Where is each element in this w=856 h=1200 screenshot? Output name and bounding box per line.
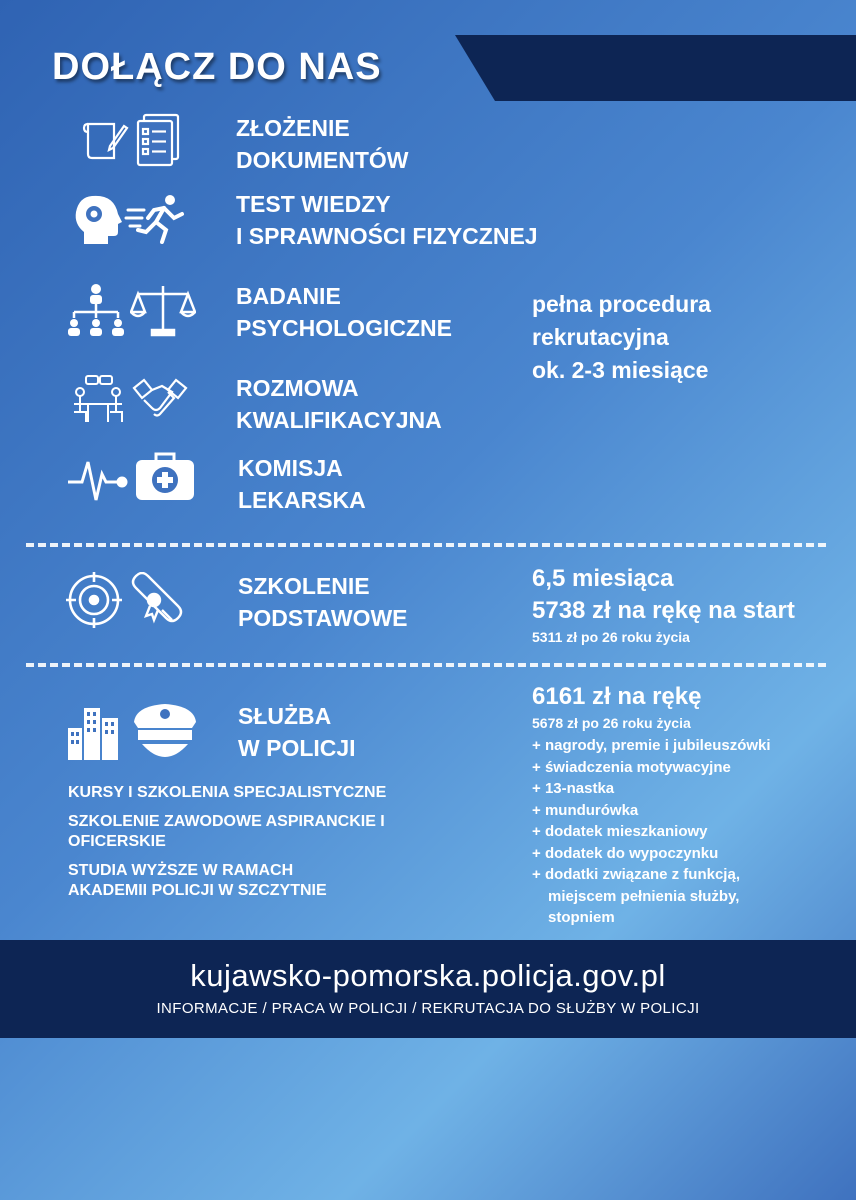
list-item: + 13-nastka xyxy=(532,778,808,800)
list-item: + dodatki związane z funkcją, miejscem pełnienia służby, stopniem xyxy=(532,864,808,929)
list-item: + świadczenia motywacyjne xyxy=(532,757,808,779)
list-item: + dodatek do wypoczynku xyxy=(532,843,808,865)
list-item: SZKOLENIE ZAWODOWE ASPIRANCKIE I OFICERSKIE xyxy=(68,813,385,850)
step-1-label: ZŁOŻENIE DOKUMENTÓW xyxy=(236,115,409,173)
divider xyxy=(26,543,826,547)
heartbeat-icon xyxy=(66,454,128,504)
scales-icon xyxy=(130,282,196,338)
training-info xyxy=(532,563,795,647)
step-4-label: ROZMOWA KWALIFIKACYJNA xyxy=(236,375,442,433)
list-item: STUDIA WYŻSZE W RAMACH AKADEMII POLICJI W SZCZYTNIE xyxy=(68,862,327,899)
document-checklist-icon xyxy=(134,112,184,168)
first-aid-kit-icon xyxy=(134,450,196,504)
step-2-label: TEST WIEDZY I SPRAWNOŚCI FIZYCZNEJ xyxy=(236,191,538,249)
courses-list xyxy=(68,783,448,910)
handshake-icon xyxy=(132,374,188,426)
training-label: SZKOLENIE PODSTAWOWE xyxy=(238,573,408,631)
divider xyxy=(26,663,826,667)
running-person-icon xyxy=(124,192,186,244)
training-duration: 6,5 miesiąca xyxy=(532,565,674,592)
step-3-label: BADANIE PSYCHOLOGICZNE xyxy=(236,283,452,341)
service-salary: 6161 zł na rękę xyxy=(532,683,702,710)
police-cap-icon xyxy=(130,700,200,766)
page-title: DOŁĄCZ DO NAS xyxy=(52,46,382,88)
training-salary-note: 5311 zł po 26 roku życia xyxy=(532,629,690,645)
target-icon xyxy=(66,572,122,628)
org-chart-icon xyxy=(66,282,126,338)
footer xyxy=(0,940,856,1038)
step-5-label: KOMISJA LEKARSKA xyxy=(238,455,366,513)
list-item: + dodatek mieszkaniowy xyxy=(532,821,808,843)
breadcrumb: INFORMACJE / PRACA W POLICJI / REKRUTACJA DO SŁUŻBY W POLICJI xyxy=(156,1000,700,1017)
scroll-pen-icon xyxy=(80,116,130,166)
diploma-icon xyxy=(130,572,192,628)
benefits-list xyxy=(532,735,808,929)
service-label: SŁUŻBA W POLICJI xyxy=(238,703,356,761)
meeting-icon xyxy=(70,374,126,426)
website-link[interactable]: kujawsko-pomorska.policja.gov.pl xyxy=(190,958,666,993)
service-salary-note: 5678 zł po 26 roku życia xyxy=(532,715,691,731)
list-item: KURSY I SZKOLENIA SPECJALISTYCZNE xyxy=(68,784,387,801)
head-gear-icon xyxy=(72,192,122,244)
list-item: + mundurówka xyxy=(532,800,808,822)
list-item: + nagrody, premie i jubileuszówki xyxy=(532,735,808,757)
header-banner xyxy=(455,35,856,101)
training-salary: 5738 zł na rękę na start xyxy=(532,597,795,624)
city-buildings-icon xyxy=(66,702,120,762)
service-info xyxy=(532,681,808,929)
procedure-duration-note: pełna procedura rekrutacyjna ok. 2-3 miesiące xyxy=(532,291,711,383)
